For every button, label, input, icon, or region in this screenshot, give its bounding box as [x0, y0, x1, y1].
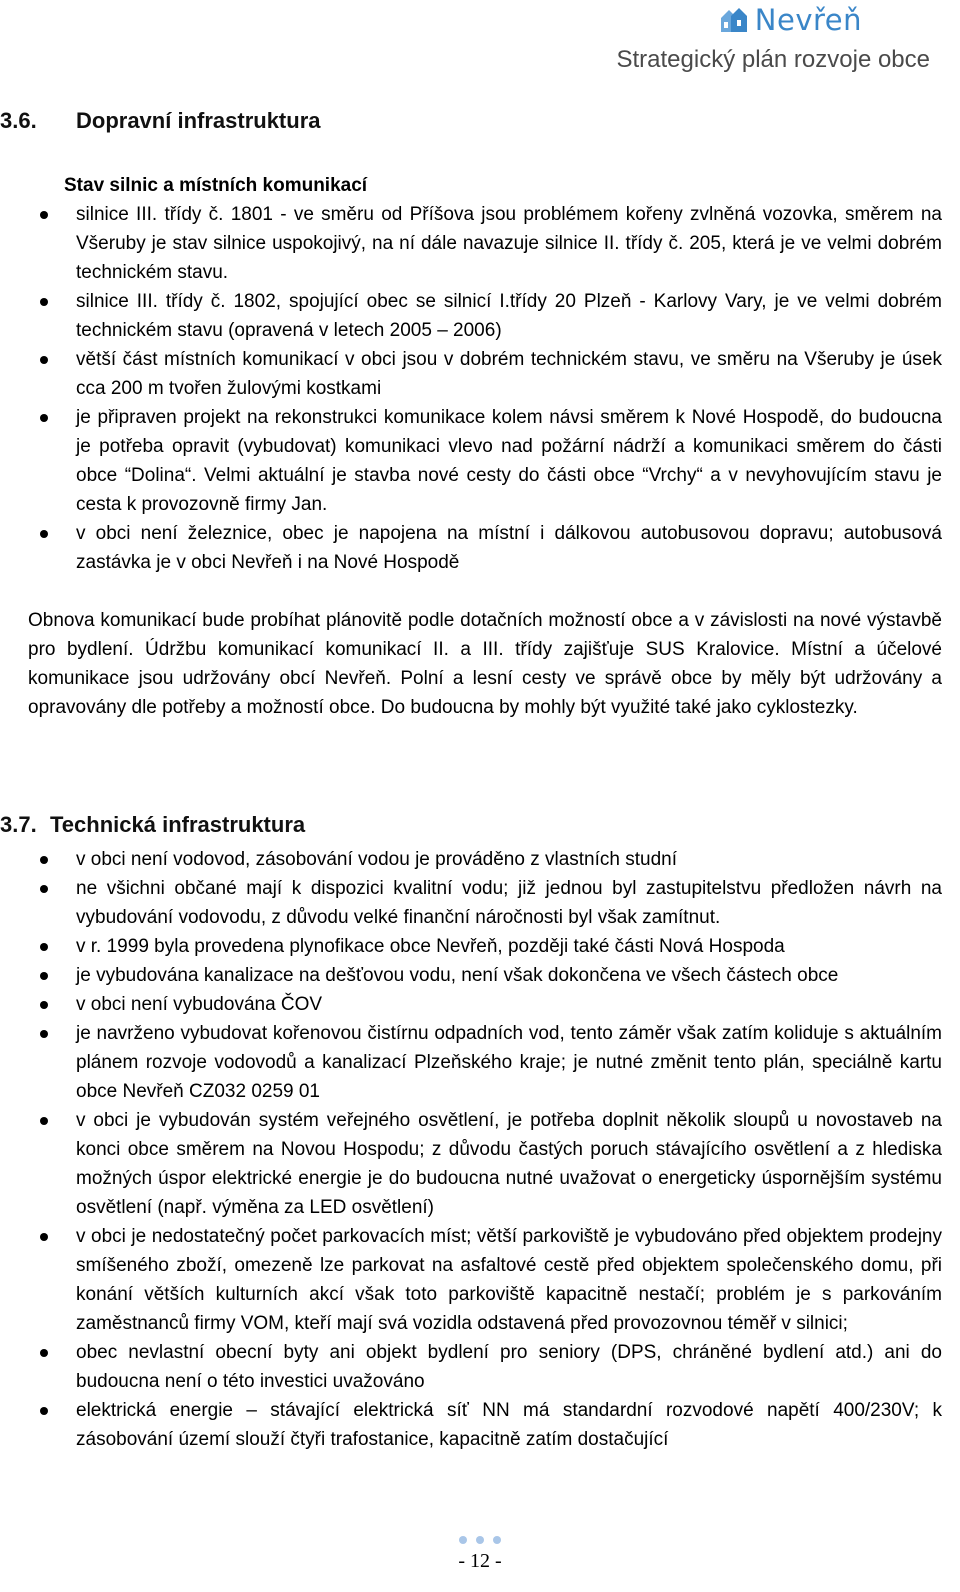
- list-item: elektrická energie – stávající elektrická síť NN má standardní rozvodové napětí 400/230V; k zásobování území slouží čtyři trafostanice, kapacitně zatím dostačující: [28, 1396, 942, 1454]
- page-number: - 12 -: [458, 1550, 502, 1572]
- document-subtitle: Strategický plán rozvoje obce: [616, 46, 930, 73]
- list-item: je připraven projekt na rekonstrukci komunikace kolem návsi směrem k Nové Hospodě, do budoucna je potřeba opravit (vybudovat) komunikaci vlevo nad požární nádrží a komunikaci směrem do části obce “Dolina“. Velmi aktuální je stavba nové cesty do části obce “Vrchy“ a v nevyhovujícím stavu je cesta k provozovně firmy Jan.: [28, 403, 942, 519]
- list-item: v obci není vybudována ČOV: [28, 990, 942, 1019]
- list-item: ne všichni občané mají k dispozici kvalitní vodu; již jednou byl zastupitelstvu předložen návrh na vybudování vodovodu, z důvodu velké finanční náročnosti byl však zamítnut.: [28, 874, 942, 932]
- section-3-6-content: [28, 171, 942, 722]
- section-heading-3-6: [0, 108, 321, 134]
- section-3-7-content: [28, 845, 942, 1454]
- list-item: v obci je vybudován systém veřejného osvětlení, je potřeba doplnit několik sloupů u novostaveb na konci obce směrem na Novou Hospodu; z důvodu častých poruch stávajícího osvětlení a z hlediska možných úspor elektrické energie je do budoucna nutné uvažovat o energeticky úspornějším systému osvětlení (např. výměna za LED osvětlení): [28, 1106, 942, 1222]
- roads-list: [28, 200, 942, 577]
- list-item: obec nevlastní obecní byty ani objekt bydlení pro seniory (DPS, chráněné bydlení atd.) ani do budoucna není o této investici uvažováno: [28, 1338, 942, 1396]
- list-item: je vybudována kanalizace na dešťovou vodu, není však dokončena ve všech částech obce: [28, 961, 942, 990]
- list-item: silnice III. třídy č. 1801 - ve směru od Příšova jsou problémem kořeny zvlněná vozovka, směrem na Všeruby je stav silnice uspokojivý, na ní dále navazuje silnice II. třídy č. 205, která je ve velmi dobrém technickém stavu.: [28, 200, 942, 287]
- section-number: 3.6.: [0, 108, 37, 133]
- footer-dots-icon: [0, 1536, 960, 1544]
- village-logo-icon: [719, 6, 749, 34]
- roads-paragraph: Obnova komunikací bude probíhat plánovitě podle dotačních možností obce a v závislosti na nové výstavbě pro bydlení. Údržbu komunikací komunikací II. a III. třídy zajišťuje SUS Kralovice. Místní a účelové komunikace jsou udržovány obcí Nevřeň. Polní a lesní cesty ve správě obce by měly být udržovány a opravovány dle potřeby a možností obce. Do budoucna by mohly být využité také jako cyklostezky.: [28, 610, 942, 718]
- subsection-heading: Stav silnic a místních komunikací: [64, 175, 368, 196]
- list-item: v obci není vodovod, zásobování vodou je prováděno z vlastních studní: [28, 845, 942, 874]
- page-footer: [0, 1536, 960, 1573]
- list-item: v obci není železnice, obec je napojena na místní i dálkovou autobusovou dopravu; autobusová zastávka je v obci Nevřeň i na Nové Hospodě: [28, 519, 942, 577]
- list-item: v obci je nedostatečný počet parkovacích míst; větší parkoviště je vybudováno před objektem prodejny smíšeného zboží, omezeně lze parkovat na asfaltové cestě před objektem společenského domu, při konání větších kulturních akcí však toto parkoviště kapacitně nestačí; problém je s parkováním zaměstnanců firmy VOM, kteří mají svá vozidla odstavená před provozovnou téměř v silnici;: [28, 1222, 942, 1338]
- list-item: v r. 1999 byla provedena plynofikace obce Nevřeň, později také části Nová Hospoda: [28, 932, 942, 961]
- page-header: [570, 0, 930, 74]
- logo-text: Nevřeň: [754, 3, 862, 37]
- technical-infrastructure-list: [28, 845, 942, 1454]
- list-item: větší část místních komunikací v obci jsou v dobrém technickém stavu, ve směru na Všeruby je úsek cca 200 m tvořen žulovými kostkami: [28, 345, 942, 403]
- section-title: Technická infrastruktura: [50, 812, 306, 837]
- list-item: je navrženo vybudovat kořenovou čistírnu odpadních vod, tento záměr však zatím koliduje s aktuálním plánem rozvoje vodovodů a kanalizací Plzeňského kraje; je nutné změnit tento plán, speciálně kartu obce Nevřeň CZ032 0259 01: [28, 1019, 942, 1106]
- section-title: Dopravní infrastruktura: [76, 108, 321, 133]
- list-item: silnice III. třídy č. 1802, spojující obec se silnicí I.třídy 20 Plzeň - Karlovy Vary, je ve velmi dobrém technickém stavu (opravená v letech 2005 – 2006): [28, 287, 942, 345]
- section-heading-3-7: [0, 812, 305, 838]
- logo: [570, 4, 862, 36]
- section-number: 3.7.: [0, 812, 37, 837]
